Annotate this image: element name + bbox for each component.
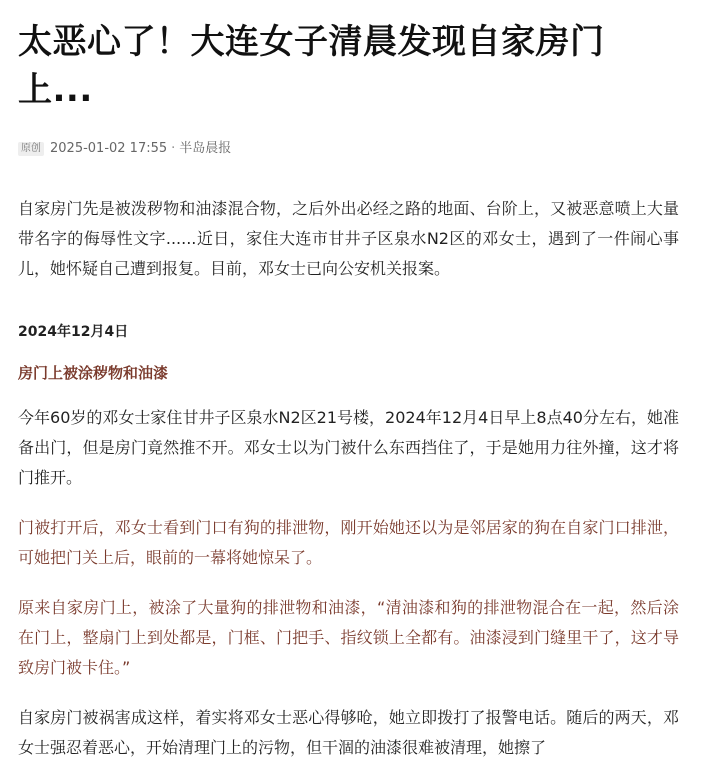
original-badge: 原创 (18, 142, 44, 156)
paragraph-3: 门被打开后，邓女士看到门口有狗的排泄物，刚开始她还以为是邻居家的狗在自家门口排泄，可她把门关上后，眼前的一幕将她惊呆了。 (18, 518, 679, 567)
meta-separator: · (171, 141, 176, 156)
paragraph-intro: 自家房门先是被泼秽物和油漆混合物，之后外出必经之路的地面、台阶上，又被恶意喷上大量带名字的侮辱性文字......近日，家住大连市甘井子区泉水N2区的邓女士，遇到了一件闹心事儿，她怀疑自己遭到报复。目前，邓女士已向公安机关报案。 (18, 199, 679, 278)
article-title: 太恶心了！大连女子清晨发现自家房门上... (18, 22, 605, 110)
paragraph-4: 原来自家房门上，被涂了大量狗的排泄物和油漆，“清油漆和狗的排泄物混合在一起，然后涂在门上，整扇门上到处都是，门框、门把手、指纹锁上全都有。油漆浸到门缝里干了，这才导致房门被卡住。” (18, 598, 679, 677)
publish-date: 2025-01-02 17:55 (50, 141, 168, 156)
paragraph-2: 今年60岁的邓女士家住甘井子区泉水N2区21号楼，2024年12月4日早上8点40分左右，她准备出门，但是房门竟然推不开。邓女士以为门被什么东西挡住了，于是她用力往外撞，这才将门推开。 (18, 408, 679, 487)
article-meta (18, 140, 679, 158)
paragraph-5: 自家房门被祸害成这样，着实将邓女士恶心得够呛，她立即拨打了报警电话。随后的两天，邓女士强忍着恶心，开始清理门上的污物，但干涸的油漆很难被清理，她擦了 (18, 708, 679, 757)
source-link[interactable]: 半岛晨报 (179, 141, 232, 156)
section-subheading: 房门上被涂秽物和油漆 (18, 364, 169, 382)
date-heading: 2024年12月4日 (18, 324, 129, 340)
